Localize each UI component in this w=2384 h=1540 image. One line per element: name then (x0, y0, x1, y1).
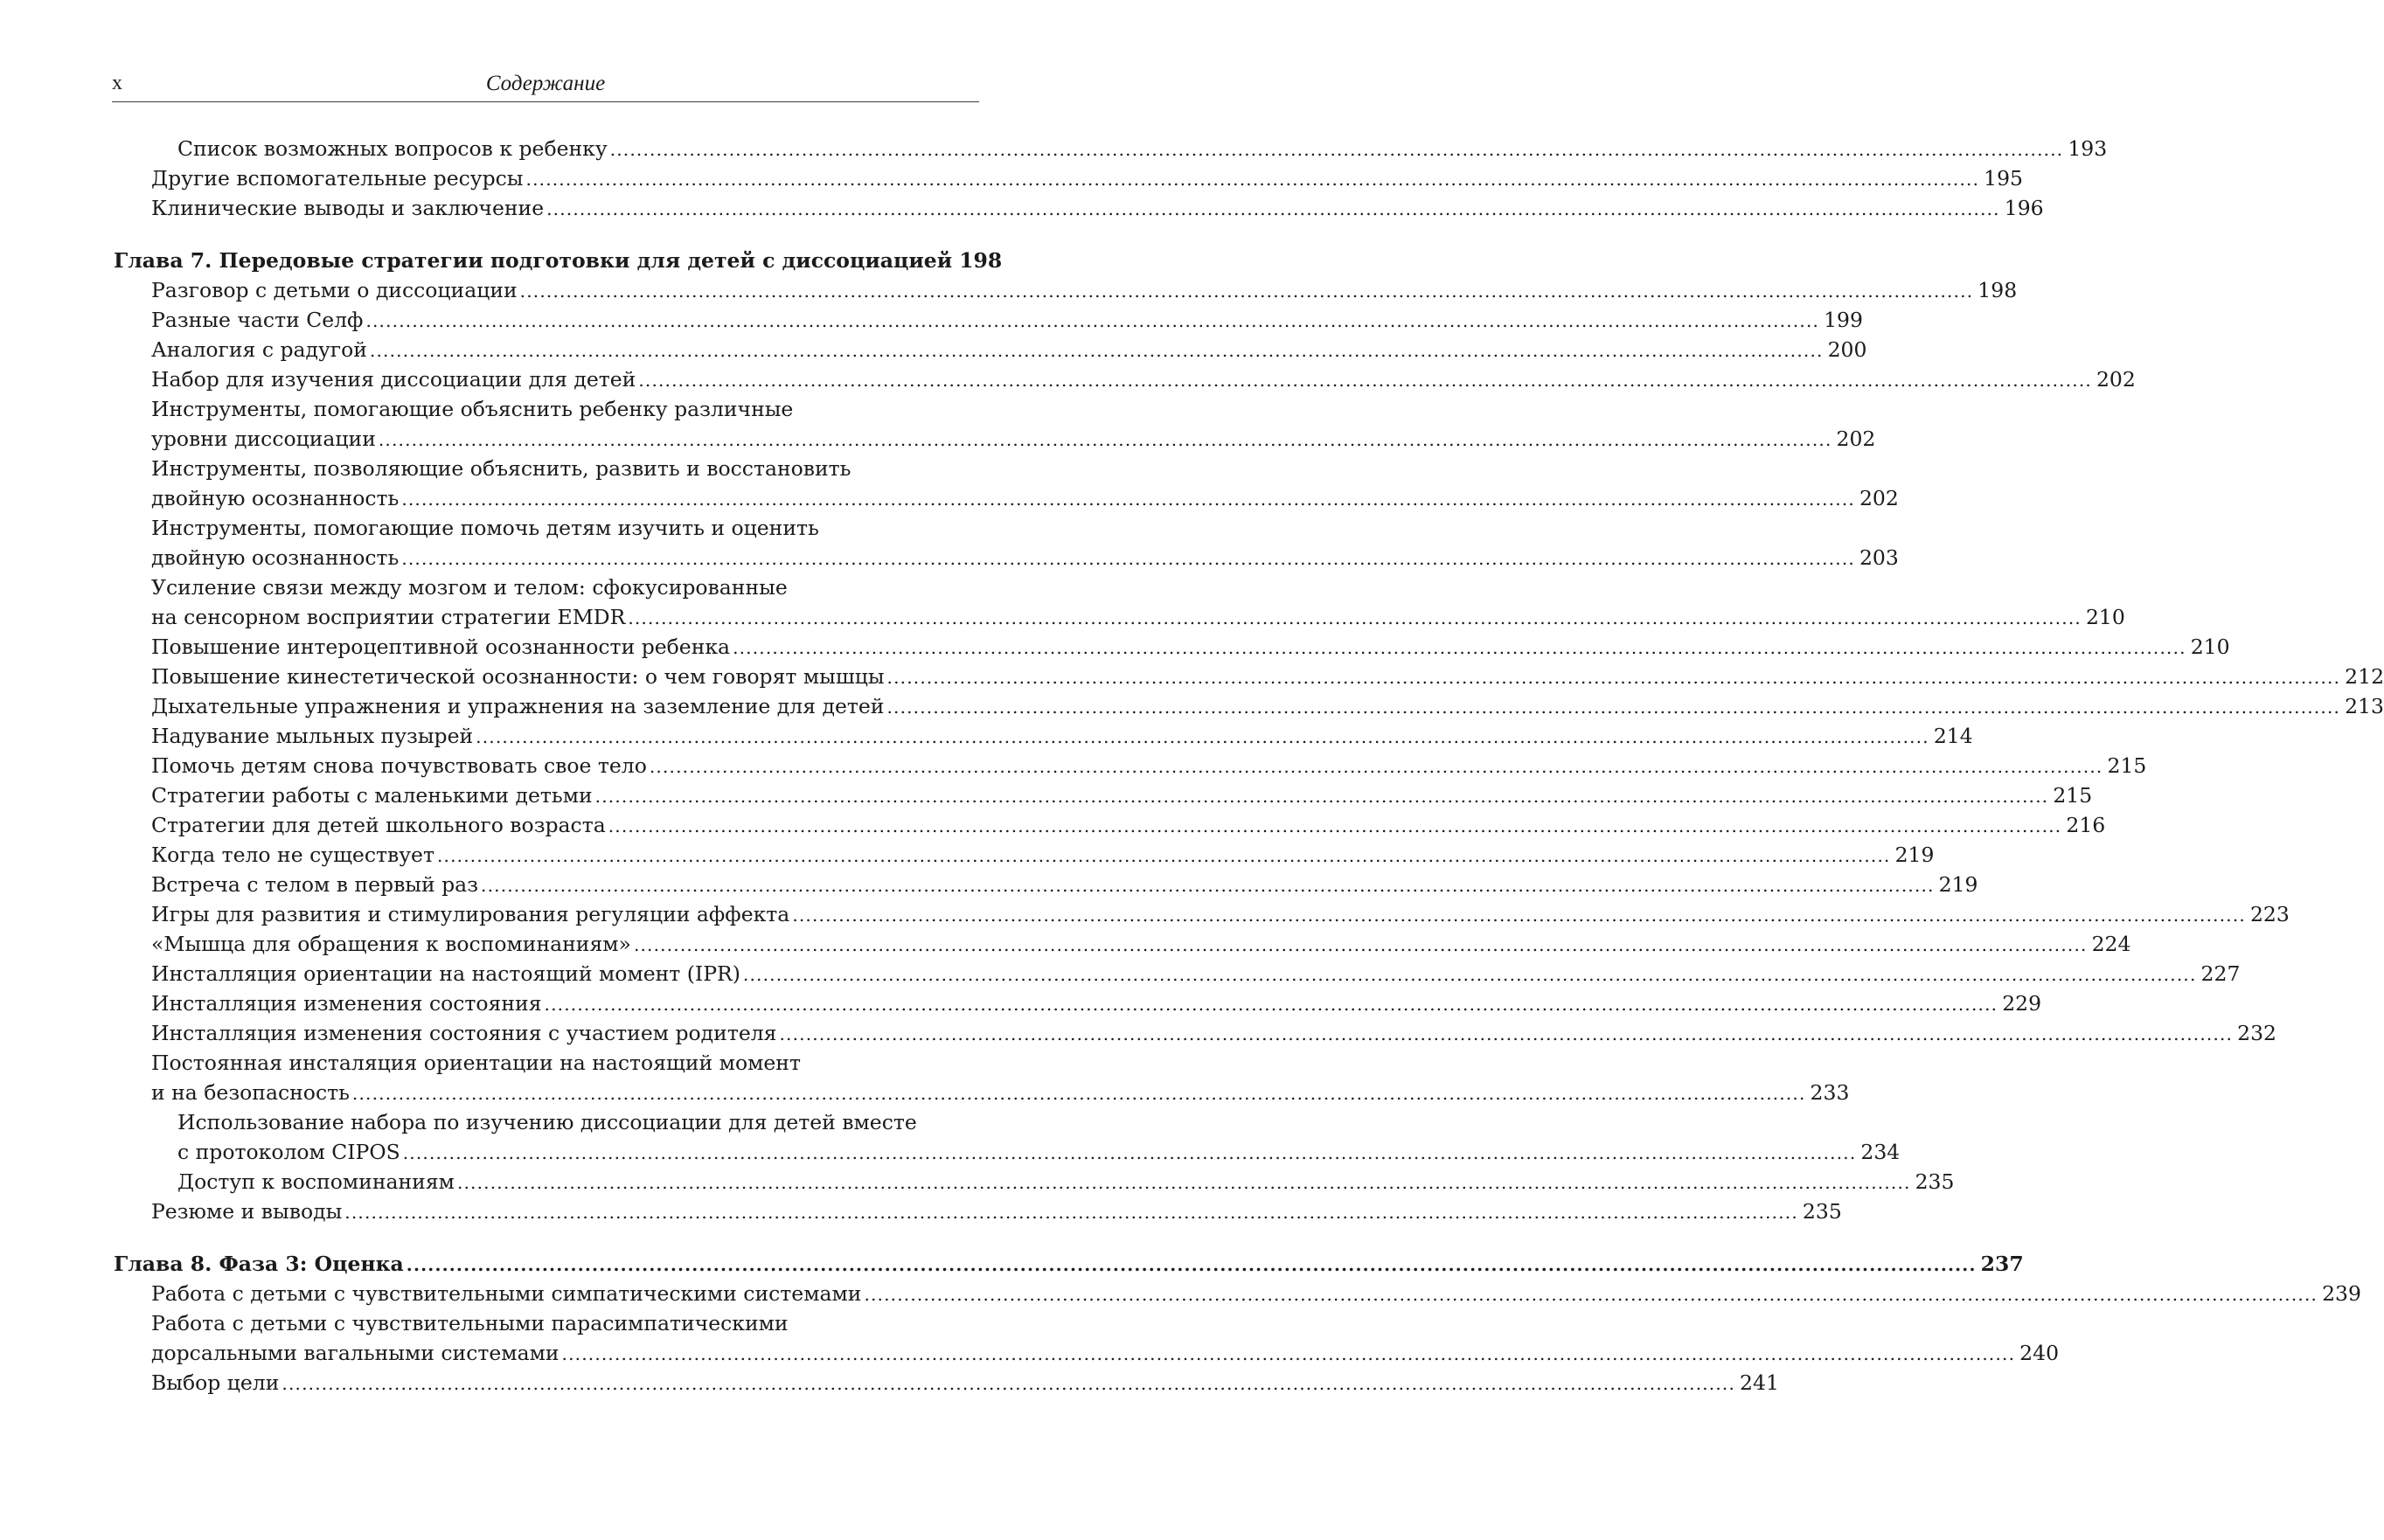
toc-entry-first-line: Работа с детьми с чувствительными парасимпатическими (151, 1311, 789, 1335)
running-title: Содержание (485, 72, 606, 95)
toc-entry: Выбор цели ............................................................................................................................................................................................................................ 241 (151, 1370, 1779, 1395)
toc-entry: Список возможных вопросов к ребенку ............................................................................................................................................................................................................................ 193 (177, 136, 2108, 161)
toc-entry: дорсальными вагальными системами ............................................................................................................................................................................................................................ 240 (151, 1341, 2060, 1365)
toc-entry: Разные части Селф ............................................................................................................................................................................................................................ 199 (151, 308, 1863, 332)
toc-entry: Инсталляция изменения состояния ............................................................................................................................................................................................................................ 229 (151, 991, 2042, 1016)
toc-entry: Надувание мыльных пузырей ............................................................................................................................................................................................................................ 214 (151, 724, 1973, 748)
toc-entry-first-line: Усиление связи между мозгом и телом: сфокусированные (151, 575, 788, 600)
toc-entry-first-line: Инструменты, помогающие помочь детям изучить и оценить (151, 516, 819, 540)
toc-entry: Инсталляция ориентации на настоящий момент (IPR) ............................................................................................................................................................................................................................ 227 (151, 961, 2241, 986)
toc-entry: Повышение интероцептивной осознанности ребенка ............................................................................................................................................................................................................................ 210 (151, 635, 2230, 659)
toc-entry: Клинические выводы и заключение ............................................................................................................................................................................................................................ 196 (151, 196, 2044, 220)
toc-entry: и на безопасность ............................................................................................................................................................................................................................ 233 (151, 1080, 1850, 1105)
toc-entry: Встреча с телом в первый раз ............................................................................................................................................................................................................................ 219 (151, 872, 1978, 897)
toc-entry-first-line: Использование набора по изучению диссоциации для детей вместе (177, 1110, 917, 1134)
toc-entry: Другие вспомогательные ресурсы ............................................................................................................................................................................................................................ 195 (151, 166, 2024, 191)
toc-entry: двойную осознанность ............................................................................................................................................................................................................................ 202 (151, 486, 1899, 510)
toc-entry: Работа с детьми с чувствительными симпатическими системами ............................................................................................................................................................................................................................ 239 (151, 1281, 2361, 1306)
toc-entry: Помочь детям снова почувствовать свое тело ............................................................................................................................................................................................................................ 215 (151, 753, 2147, 778)
page-number: x (112, 72, 122, 94)
toc-entry: с протоколом CIPOS ............................................................................................................................................................................................................................ 234 (177, 1140, 1901, 1164)
toc-entry: Доступ к воспоминаниям ............................................................................................................................................................................................................................ 235 (177, 1169, 1955, 1194)
toc-entry: Аналогия с радугой ............................................................................................................................................................................................................................ 200 (151, 337, 1867, 362)
toc-entry: Резюме и выводы ............................................................................................................................................................................................................................ 235 (151, 1199, 1842, 1224)
toc-entry: Когда тело не существует ............................................................................................................................................................................................................................ 219 (151, 843, 1935, 867)
toc-entry: Набор для изучения диссоциации для детей ............................................................................................................................................................................................................................ 202 (151, 367, 2136, 392)
toc-entry: на сенсорном восприятии стратегии EMDR ............................................................................................................................................................................................................................ 210 (151, 605, 2125, 629)
toc-entry: Инсталляция изменения состояния с участием родителя ............................................................................................................................................................................................................................ 232 (151, 1021, 2276, 1045)
toc-entry: Стратегии работы с маленькими детьми ............................................................................................................................................................................................................................ 215 (151, 783, 2093, 808)
toc-entry: уровни диссоциации ............................................................................................................................................................................................................................ 202 (151, 427, 1876, 451)
toc-entry-first-line: Постоянная инсталяция ориентации на настоящий момент (151, 1051, 801, 1075)
toc-chapter: Глава 8. Фаза 3: Оценка ............................................................................................................................................................................................................................ 237 (114, 1252, 2024, 1276)
toc-entry: «Мышца для обращения к воспоминаниям» ............................................................................................................................................................................................................................ 224 (151, 932, 2131, 956)
toc-chapter: Глава 7. Передовые стратегии подготовки для детей с диссоциацией 198 (114, 248, 1003, 273)
toc-entry: Стратегии для детей школьного возраста ............................................................................................................................................................................................................................ 216 (151, 813, 2106, 837)
toc-entry-first-line: Инструменты, позволяющие объяснить, развить и восстановить (151, 456, 851, 481)
toc-entry: Игры для развития и стимулирования регуляции аффекта ............................................................................................................................................................................................................................ 223 (151, 902, 2290, 926)
toc-entry: Повышение кинестетической осознанности: о чем говорят мышцы ............................................................................................................................................................................................................................ 212 (151, 664, 2384, 689)
toc-entry-first-line: Инструменты, помогающие объяснить ребенку различные (151, 397, 794, 421)
page-header (112, 70, 979, 102)
toc-entry: двойную осознанность ............................................................................................................................................................................................................................ 203 (151, 545, 1899, 570)
toc-entry: Дыхательные упражнения и упражнения на заземление для детей ............................................................................................................................................................................................................................ 213 (151, 694, 2384, 718)
table-of-contents (114, 134, 2384, 1398)
toc-entry: Разговор с детьми о диссоциации ............................................................................................................................................................................................................................ 198 (151, 278, 2018, 302)
